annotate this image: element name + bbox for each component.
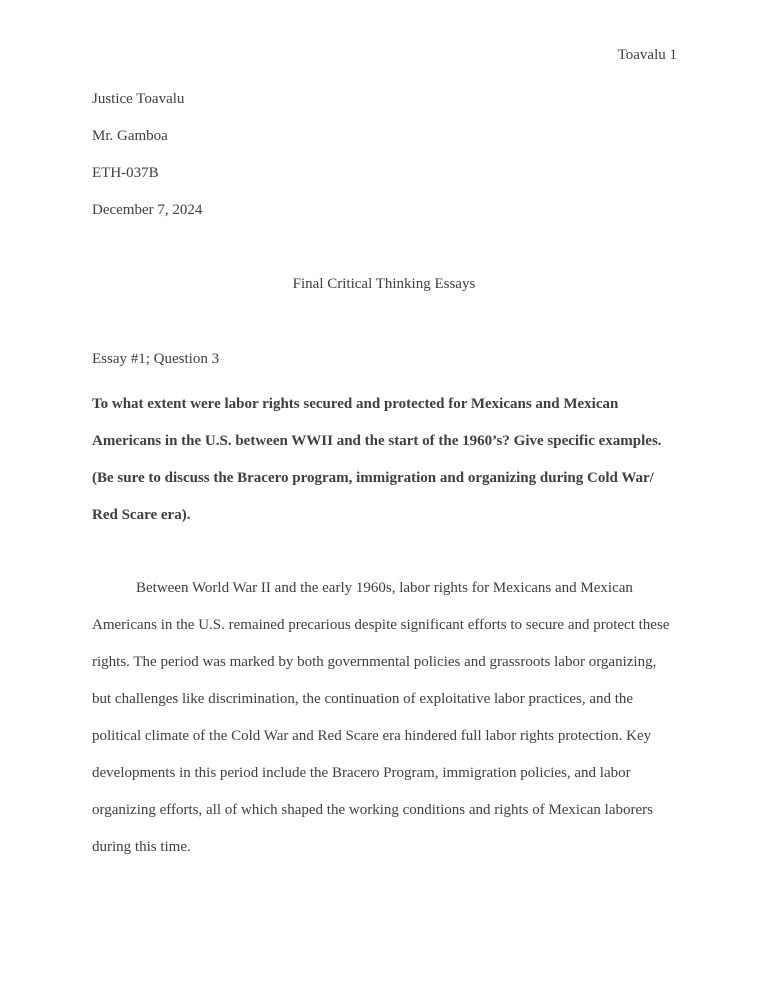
prompt-line: To what extent were labor rights secured and protected for Mexicans and Mexican [92,396,619,412]
course-code: ETH-037B [92,165,159,181]
essay-prompt [92,386,682,534]
submission-date: December 7, 2024 [92,202,203,218]
student-name: Justice Toavalu [92,91,185,107]
paragraph-line: organizing efforts, all of which shaped the working conditions and rights of Mexican laborers [92,802,653,818]
paragraph-line: political climate of the Cold War and Red Scare era hindered full labor rights protection. Key [92,728,652,744]
body-paragraph [92,570,682,866]
prompt-line: Red Scare era). [92,507,191,523]
essay-label: Essay #1; Question 3 [92,351,220,367]
document-title: Final Critical Thinking Essays [292,276,476,292]
running-head: Toavalu 1 [617,47,677,63]
instructor-name: Mr. Gamboa [92,128,168,144]
prompt-line: Americans in the U.S. between WWII and the start of the 1960’s? Give specific examples. [92,433,662,449]
paragraph-line: during this time. [92,839,191,855]
mla-heading [92,89,682,237]
paragraph-line: Americans in the U.S. remained precarious despite significant efforts to secure and protect these [92,617,670,633]
paragraph-line: developments in this period include the Bracero Program, immigration policies, and labor [92,765,631,781]
prompt-line: (Be sure to discuss the Bracero program, immigration and organizing during Cold War/ [92,470,654,486]
paragraph-line: Between World War II and the early 1960s, labor rights for Mexicans and Mexican [136,580,633,596]
paragraph-line: rights. The period was marked by both governmental policies and grassroots labor organizing, [92,654,657,670]
paragraph-line: but challenges like discrimination, the continuation of exploitative labor practices, and the [92,691,634,707]
